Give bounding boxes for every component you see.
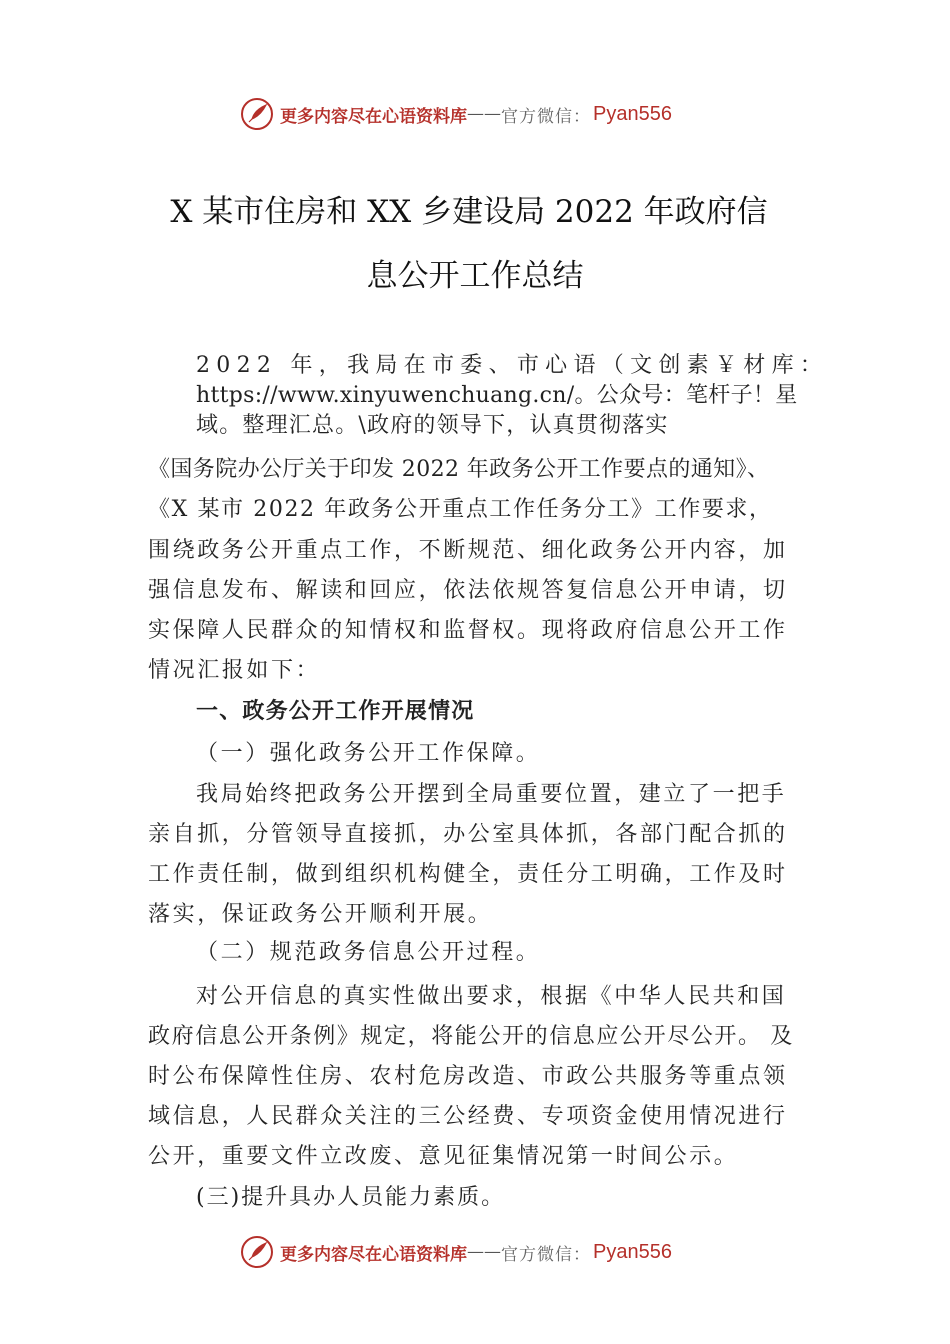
sub2-line-2: 政府信息公开条例》规定，将能公开的信息应公开尽公开。 及 xyxy=(148,1024,794,1049)
subsection-3-heading: (三)提升具办人员能力素质。 xyxy=(196,1185,506,1210)
intro-line-4: 《国务院办公厅关于印发 2022 年政务公开工作要点的通知》、 xyxy=(148,457,770,482)
quill-logo-icon xyxy=(240,97,274,131)
subsection-2-heading: （二）规范政务信息公开过程。 xyxy=(196,940,541,965)
banner-official-text: 官方微信： xyxy=(501,106,591,127)
header-banner xyxy=(240,94,672,134)
section-1-heading: 一、政务公开工作开展情况 xyxy=(196,699,475,724)
quill-logo-icon xyxy=(240,1235,274,1269)
banner-brand-text: 更多内容尽在心语资料库 xyxy=(280,1244,467,1265)
intro-line-8: 实保障人民群众的知情权和监督权。现将政府信息公开工作 xyxy=(148,618,788,643)
subsection-1-heading: （一）强化政务公开工作保障。 xyxy=(196,741,541,766)
banner-dash: —— xyxy=(467,1242,501,1262)
banner-wechat-id: Pyan556 xyxy=(593,102,672,125)
sub1-line-3: 工作责任制，做到组织机构健全，责任分工明确，工作及时 xyxy=(148,862,788,887)
sub2-line-4: 域信息，人民群众关注的三公经费、专项资金使用情况进行 xyxy=(148,1104,788,1129)
intro-line-9: 情况汇报如下： xyxy=(148,658,321,683)
intro-line-6: 围绕政务公开重点工作，不断规范、细化政务公开内容，加 xyxy=(148,538,788,563)
banner-dash: —— xyxy=(467,104,501,124)
intro-line-5: 《X 某市 2022 年政务公开重点工作任务分工》工作要求， xyxy=(148,497,773,522)
sub2-line-1: 对公开信息的真实性做出要求，根据《中华人民共和国 xyxy=(196,984,787,1009)
footer-banner xyxy=(240,1232,672,1272)
banner-brand-text: 更多内容尽在心语资料库 xyxy=(280,106,467,127)
sub1-line-4: 落实，保证政务公开顺利开展。 xyxy=(148,902,493,927)
document-title-line-2: 息公开工作总结 xyxy=(366,258,584,294)
intro-line-2: https://www.xinyuwenchuang.cn/。公众号：笔杆子！星 xyxy=(196,383,798,408)
sub1-line-1: 我局始终把政务公开摆到全局重要位置，建立了一把手 xyxy=(196,782,787,807)
sub2-line-3: 时公布保障性住房、农村危房改造、市政公共服务等重点领 xyxy=(148,1064,788,1089)
banner-wechat-id: Pyan556 xyxy=(593,1240,672,1263)
intro-line-7: 强信息发布、解读和回应，依法依规答复信息公开申请，切 xyxy=(148,578,788,603)
intro-line-3: 域。整理汇总。\政府的领导下，认真贯彻落实 xyxy=(196,413,669,438)
sub2-line-5: 公开，重要文件立改废、意见征集情况第一时间公示。 xyxy=(148,1144,739,1169)
sub1-line-2: 亲自抓，分管领导直接抓，办公室具体抓，各部门配合抓的 xyxy=(148,822,788,847)
document-title-line-1: X 某市住房和 XX 乡建设局 2022 年政府信 xyxy=(170,194,768,230)
intro-line-1: 2022 年，我局在市委、市心语（文创素￥材库： xyxy=(196,353,829,378)
banner-official-text: 官方微信： xyxy=(501,1244,591,1265)
